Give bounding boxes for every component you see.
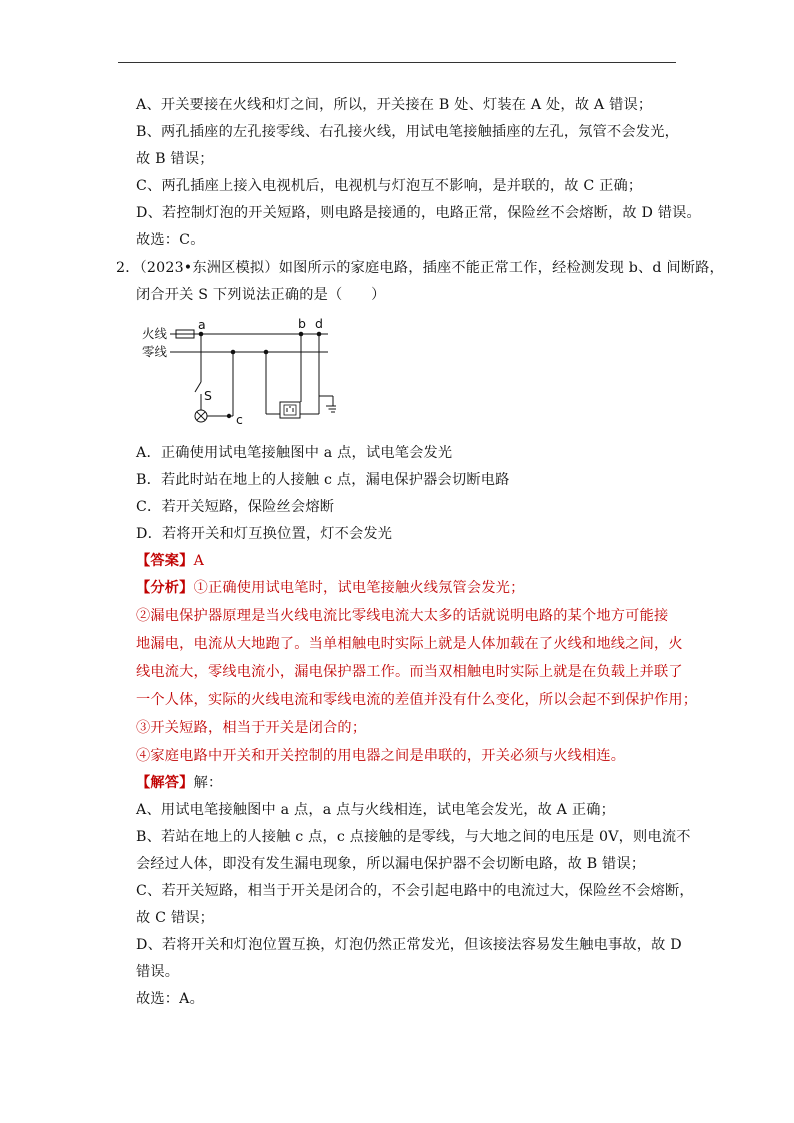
point-d-label: d [315,316,323,331]
option-b: B．若此时站在地上的人接触 c 点，漏电保护器会切断电路 [136,472,510,488]
ground-symbol [326,406,336,412]
prev-line-5: D、若控制灯泡的开关短路，则电路是接通的，电路正常，保险丝不会熔断，故 D 错误。 [136,205,701,221]
socket [280,402,300,418]
switch-s [195,382,201,392]
prev-line-4: C、两孔插座上接入电视机后，电视机与灯泡互不影响，是并联的，故 C 正确； [136,178,643,194]
analysis-tag: 【分析】 [136,580,194,596]
circuit-diagram [136,312,336,430]
neutral-wire-label: 零线 [142,344,168,359]
switch-label: S [204,388,212,403]
point-b-label: b [298,316,306,331]
solution-line-3: 会经过人体，即没有发生漏电现象，所以漏电保护器不会切断电路，故 B 错误； [136,856,646,872]
solution-line-8: 故选：A。 [136,991,204,1007]
point-c-label: c [236,412,243,427]
prev-line-6: 故选：C。 [136,232,205,248]
question-stem-1: 2．（2023•东洲区模拟）如图所示的家庭电路，插座不能正常工作，经检测发现 b、d 间断路， [116,260,724,276]
solution-line-4: C、若开关短路，相当于开关是闭合的，不会引起电路中的电流过大，保险丝不会熔断， [136,883,694,899]
analysis-line-2: ②漏电保护器原理是当火线电流比零线电流大太多的话就说明电路的某个地方可能接 [136,608,669,624]
option-c: C．若开关短路，保险丝会熔断 [136,499,335,515]
solution-line-6: D、若将开关和灯泡位置互换，灯泡仍然正常发光，但该接法容易发生触电事故，故 D [136,937,682,953]
analysis-line-1: 【分析】①正确使用试电笔时，试电笔接触火线氖管会发光； [136,580,525,596]
prev-line-1: A、开关要接在火线和灯之间，所以，开关接在 B 处、灯装在 A 处，故 A 错误； [136,97,653,113]
analysis-line-5: 一个人体，实际的火线电流和零线电流的差值并没有什么变化，所以会起不到保护作用； [136,692,698,708]
answer-line [136,551,204,571]
analysis-line-3: 地漏电，电流从大地跑了。当单相触电时实际上就是人体加载在了火线和地线之间，火 [136,636,683,652]
prev-line-2: B、两孔插座的左孔接零线、右孔接火线，用试电笔接触插座的左孔，氖管不会发光， [136,124,679,140]
option-a: A．正确使用试电笔接触图中 a 点，试电笔会发光 [136,445,453,461]
solution-intro-line: 【解答】解： [136,775,223,791]
answer-value: A [193,553,205,569]
live-wire-label: 火线 [142,326,168,341]
solution-line-7: 错误。 [136,964,180,980]
solution-tag: 【解答】 [136,775,194,791]
analysis-line-6: ③开关短路，相当于开关是闭合的； [136,720,367,736]
solution-line-1: A、用试电笔接触图中 a 点，a 点与火线相连，试电笔会发光，故 A 正确； [136,802,615,818]
node-c [227,414,231,418]
header-rule [118,62,676,63]
prev-line-3: 故 B 错误； [136,151,214,167]
question-stem-2: 闭合开关 S 下列说法正确的是（ ） [136,287,386,303]
analysis-line-4: 线电流大，零线电流小，漏电保护器工作。而当双相触电时实际上就是在负载上并联了 [136,664,683,680]
point-a-label: a [198,317,206,332]
analysis-line-7: ④家庭电路中开关和开关控制的用电器之间是串联的，开关必须与火线相连。 [136,748,626,764]
live-wire [170,330,328,338]
answer-tag: 【答案】 [136,553,194,569]
solution-line-5: 故 C 错误； [136,910,215,926]
solution-line-2: B、若站在地上的人接触 c 点，c 点接触的是零线，与大地之间的电压是 0V，则电流不 [136,829,691,845]
option-d: D．若将开关和灯互换位置，灯不会发光 [136,526,393,542]
